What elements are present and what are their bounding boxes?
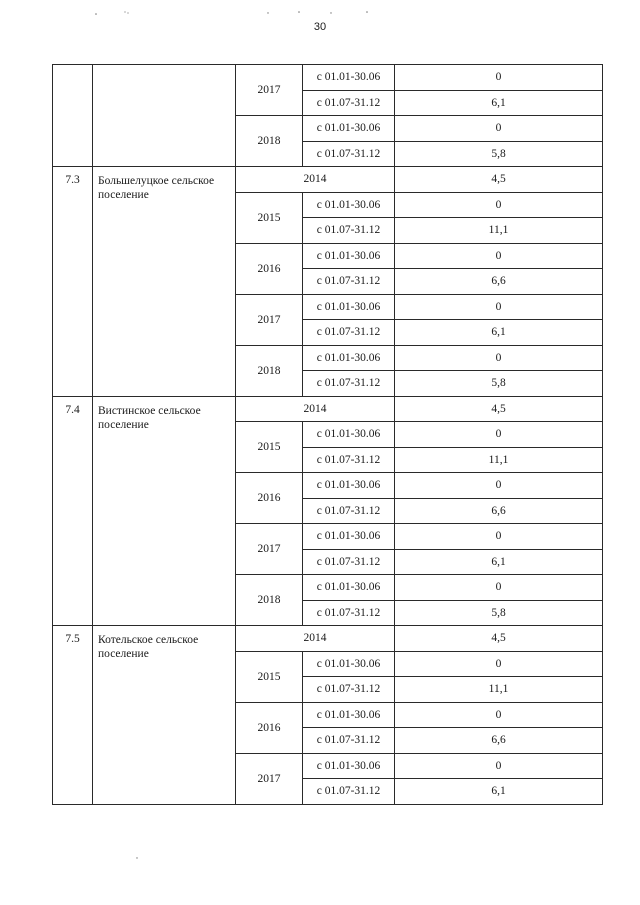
value-cell: 6,1 <box>395 320 603 346</box>
settlement-name-cell <box>93 65 236 167</box>
value-cell: 0 <box>395 753 603 779</box>
section-number-cell <box>53 65 93 167</box>
period-cell: с 01.01-30.06 <box>303 651 395 677</box>
value-cell: 0 <box>395 651 603 677</box>
value-cell: 6,6 <box>395 728 603 754</box>
period-cell: с 01.01-30.06 <box>303 422 395 448</box>
period-cell: с 01.01-30.06 <box>303 243 395 269</box>
year-cell: 2015 <box>236 192 303 243</box>
settlement-name: Котельское сельское поселение <box>93 626 236 805</box>
table-row <box>53 167 603 193</box>
section-number: 7.3 <box>53 167 93 397</box>
year-cell: 2018 <box>236 116 303 167</box>
year-cell: 2016 <box>236 702 303 753</box>
table-row <box>53 396 603 422</box>
period-cell: с 01.01-30.06 <box>303 575 395 601</box>
base-year-cell: 2014 <box>236 167 395 193</box>
value-cell: 6,6 <box>395 269 603 295</box>
year-cell: 2015 <box>236 651 303 702</box>
period-cell: с 01.01-30.06 <box>303 753 395 779</box>
base-year-cell: 2014 <box>236 396 395 422</box>
period-cell: с 01.01-30.06 <box>303 702 395 728</box>
value-cell: 0 <box>395 116 603 142</box>
period-cell: с 01.01-30.06 <box>303 524 395 550</box>
base-value-cell: 4,5 <box>395 167 603 193</box>
base-year-cell: 2014 <box>236 626 395 652</box>
base-value-cell: 4,5 <box>395 626 603 652</box>
value-cell: 0 <box>395 473 603 499</box>
period-cell: с 01.07-31.12 <box>303 728 395 754</box>
value-cell: 0 <box>395 702 603 728</box>
year-cell: 2018 <box>236 575 303 626</box>
period-cell: с 01.01-30.06 <box>303 116 395 142</box>
year-cell: 2017 <box>236 753 303 804</box>
table-row <box>53 65 603 91</box>
period-cell: с 01.07-31.12 <box>303 218 395 244</box>
period-cell: с 01.07-31.12 <box>303 498 395 524</box>
period-cell: с 01.07-31.12 <box>303 447 395 473</box>
period-cell: с 01.07-31.12 <box>303 269 395 295</box>
value-cell: 5,8 <box>395 141 603 167</box>
period-cell: с 01.01-30.06 <box>303 65 395 91</box>
value-cell: 0 <box>395 243 603 269</box>
period-cell: с 01.01-30.06 <box>303 345 395 371</box>
year-cell: 2015 <box>236 422 303 473</box>
value-cell: 5,8 <box>395 371 603 397</box>
year-cell: 2016 <box>236 243 303 294</box>
value-cell: 11,1 <box>395 218 603 244</box>
value-cell: 5,8 <box>395 600 603 626</box>
period-cell: с 01.01-30.06 <box>303 294 395 320</box>
year-cell: 2016 <box>236 473 303 524</box>
table-row <box>53 626 603 652</box>
year-cell: 2017 <box>236 294 303 345</box>
year-cell: 2017 <box>236 65 303 116</box>
value-cell: 0 <box>395 65 603 91</box>
section-number: 7.5 <box>53 626 93 805</box>
value-cell: 0 <box>395 575 603 601</box>
period-cell: с 01.07-31.12 <box>303 90 395 116</box>
period-cell: с 01.07-31.12 <box>303 600 395 626</box>
value-cell: 11,1 <box>395 677 603 703</box>
value-cell: 0 <box>395 192 603 218</box>
rates-table <box>52 64 603 805</box>
value-cell: 11,1 <box>395 447 603 473</box>
value-cell: 6,1 <box>395 779 603 805</box>
value-cell: 6,1 <box>395 90 603 116</box>
year-cell: 2018 <box>236 345 303 396</box>
year-cell: 2017 <box>236 524 303 575</box>
period-cell: с 01.07-31.12 <box>303 677 395 703</box>
period-cell: с 01.07-31.12 <box>303 141 395 167</box>
settlement-name: Вистинское сельское поселение <box>93 396 236 626</box>
period-cell: с 01.07-31.12 <box>303 371 395 397</box>
page-number: 30 <box>313 21 327 33</box>
base-value-cell: 4,5 <box>395 396 603 422</box>
settlement-name: Большелуцкое сельское поселение <box>93 167 236 397</box>
period-cell: с 01.01-30.06 <box>303 473 395 499</box>
period-cell: с 01.07-31.12 <box>303 779 395 805</box>
value-cell: 0 <box>395 422 603 448</box>
period-cell: с 01.07-31.12 <box>303 320 395 346</box>
value-cell: 0 <box>395 294 603 320</box>
period-cell: с 01.07-31.12 <box>303 549 395 575</box>
period-cell: с 01.01-30.06 <box>303 192 395 218</box>
value-cell: 0 <box>395 345 603 371</box>
section-number: 7.4 <box>53 396 93 626</box>
value-cell: 0 <box>395 524 603 550</box>
value-cell: 6,6 <box>395 498 603 524</box>
value-cell: 6,1 <box>395 549 603 575</box>
